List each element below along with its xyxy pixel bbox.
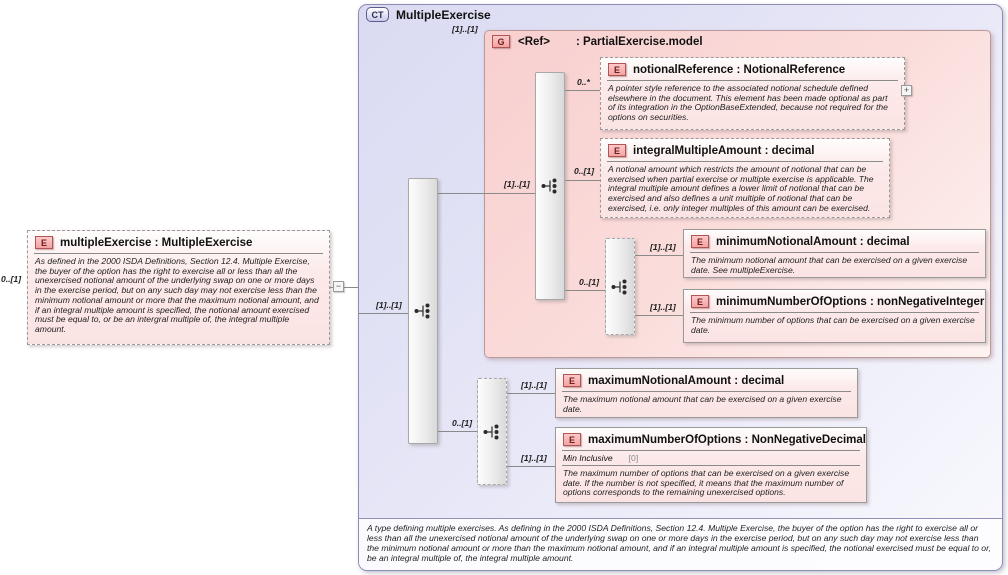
facet-value: [0] (628, 453, 639, 463)
complex-type-header (366, 7, 491, 22)
element-icon: E (691, 235, 709, 248)
facet-name: Min Inclusive (563, 453, 613, 463)
element-icon: E (691, 295, 709, 308)
connector (565, 180, 600, 181)
cardinality-minimum-sequence: 0..[1] (579, 277, 600, 287)
element-multipleExercise-description: As defined in the 2000 ISDA Definitions, Section 12.4. Multiple Exercise, the buyer of the option has the right to exercise all or less than all the unexercised notional amount of the underlying swap on one or more days in the exercise period, but on any such day may not exercise less than the minimum notional amount or more that the maximum notional amount, and if an integral multiple amount is specified, the notional amount exercised must be equal to, or be an intergral multiple of, the integral multiple amount. (35, 256, 319, 334)
element-integralMultipleAmount[interactable] (600, 138, 890, 218)
group-ref-label: <Ref> (518, 35, 550, 48)
cardinality-group-sequence: [1]..[1] (504, 179, 530, 189)
element-minimumNumberOfOptions[interactable] (683, 289, 986, 343)
element-notionalReference-label: notionalReference : NotionalReference (633, 63, 846, 76)
element-minimumNotionalAmount-label: minimumNotionalAmount : decimal (716, 235, 910, 248)
cardinality-group: [1]..[1] (452, 24, 478, 34)
connector (635, 255, 683, 256)
element-icon: E (563, 374, 581, 387)
element-maximumNumberOfOptions-label: maximumNumberOfOptions : NonNegativeDecimal (588, 433, 866, 446)
connector (565, 90, 600, 91)
sequence-compositor-main[interactable] (408, 178, 438, 444)
element-multipleExercise-label: multipleExercise : MultipleExercise (60, 236, 253, 249)
connector (358, 313, 408, 314)
cardinality-maximumNumberOfOptions: [1]..[1] (521, 453, 547, 463)
element-integralMultipleAmount-label: integralMultipleAmount : decimal (633, 144, 815, 157)
element-integralMultipleAmount-description: A notional amount which restricts the amount of notional that can be exercised when partial exercise or multiple exercise is applicable. The integral multiple amount defines a lower limit of notional that can be exercised and also defines a unit multiple of notional that can be exercised, i.e. only integer multiples of this amount can be exercised. (608, 164, 874, 213)
element-minimumNumberOfOptions-header[interactable] (684, 290, 985, 312)
element-icon: E (608, 63, 626, 76)
connector (565, 290, 605, 291)
element-maximumNotionalAmount-label: maximumNotionalAmount : decimal (588, 374, 785, 387)
element-minimumNotionalAmount-header[interactable] (684, 230, 985, 252)
cardinality-maximumNotionalAmount: [1]..[1] (521, 380, 547, 390)
group-header (492, 35, 703, 48)
element-maximumNotionalAmount-header[interactable] (556, 369, 857, 391)
cardinality-main-sequence: [1]..[1] (376, 300, 402, 310)
element-minimumNumberOfOptions-label: minimumNumberOfOptions : nonNegativeInteger (716, 295, 985, 308)
group-icon: G (492, 35, 510, 48)
element-minimumNotionalAmount-description: The minimum notional amount that can be exercised on a given exercise date. See multipleExercise. (691, 255, 968, 275)
cardinality-integralMultipleAmount: 0..[1] (574, 166, 595, 176)
sequence-icon (413, 302, 433, 320)
cardinality-minimumNotionalAmount: [1]..[1] (650, 242, 676, 252)
group-model-label: : PartialExercise.model (575, 35, 703, 48)
collapse-icon[interactable]: − (333, 281, 344, 292)
connector (507, 393, 555, 394)
sequence-icon (610, 278, 630, 296)
element-maximumNotionalAmount[interactable] (555, 368, 858, 418)
element-maximumNumberOfOptions-description: The maximum number of options that can be exercised on a given exercise date. If the number is not specified, it means that the maximum number of options corresponds to the remaining unexercised options. (563, 468, 850, 498)
element-multipleExercise-header[interactable] (28, 231, 329, 253)
connector (438, 431, 477, 432)
cardinality-maximum-sequence: 0..[1] (452, 418, 473, 428)
sequence-compositor-group[interactable] (535, 72, 565, 300)
element-notionalReference-description: A pointer style reference to the associated notional schedule defined elsewhere in the document. This element has been made optional as part of its integration in the OptionBaseExtended, because not required for the options on securities. (608, 83, 888, 123)
sequence-icon (482, 423, 502, 441)
complex-type-icon: CT (366, 7, 389, 22)
element-icon: E (608, 144, 626, 157)
expand-icon[interactable]: + (901, 85, 912, 96)
connector (438, 193, 535, 194)
element-minimumNotionalAmount[interactable] (683, 229, 986, 278)
element-minimumNumberOfOptions-description: The minimum number of options that can be exercised on a given exercise date. (691, 315, 975, 335)
sequence-compositor-minimum[interactable] (605, 238, 635, 335)
sequence-icon (540, 177, 560, 195)
element-integralMultipleAmount-header[interactable] (601, 139, 889, 161)
element-icon: E (35, 236, 53, 249)
cardinality-notionalReference: 0..* (577, 77, 590, 87)
element-maximumNotionalAmount-description: The maximum notional amount that can be exercised on a given exercise date. (563, 394, 842, 414)
facet-min-inclusive (556, 451, 866, 465)
cardinality-root: 0..[1] (1, 274, 22, 284)
complex-type-title: MultipleExercise (396, 7, 491, 22)
element-icon: E (563, 433, 581, 446)
connector (507, 466, 555, 467)
cardinality-minimumNumberOfOptions: [1]..[1] (650, 302, 676, 312)
element-maximumNumberOfOptions-header[interactable] (556, 428, 866, 450)
connector (635, 315, 683, 316)
sequence-compositor-maximum[interactable] (477, 378, 507, 485)
element-notionalReference[interactable] (600, 57, 905, 130)
element-multipleExercise[interactable] (27, 230, 330, 345)
element-maximumNumberOfOptions[interactable] (555, 427, 867, 503)
complex-type-annotation: A type defining multiple exercises. As defining in the 2000 ISDA Definitions, Section 12.4. Multiple Exercise, the buyer of the option has the right to exercise all or less than all the unexercised notional amount of the underlying swap on one or more days in the exercise period, but on any such day may not exercise less than the minimum notional amount or more than the maximum notional amount, and if an integral multiple amount is specified, the notional exercised must be equal to or, be an integral multiple of, the integral multiple amount. (359, 518, 1002, 570)
element-notionalReference-header[interactable] (601, 58, 904, 80)
